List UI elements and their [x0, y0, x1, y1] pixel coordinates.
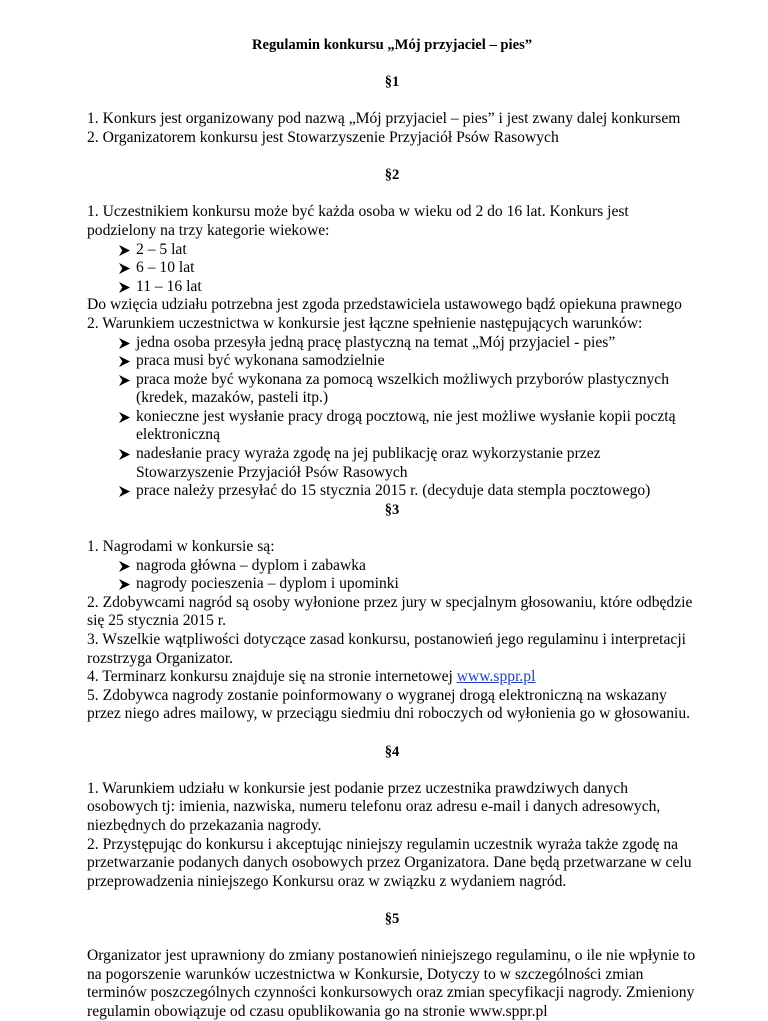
list-item: praca może być wykonana za pomocą wszelkich możliwych przyborów plastycznych (kredek, mazaków, pasteli itp.)	[119, 371, 697, 408]
list-item: nagrody pocieszenia – dyplom i upominki	[119, 575, 697, 594]
document-content	[87, 36, 697, 1021]
arrow-bullet-icon	[119, 356, 130, 367]
arrow-bullet-icon	[119, 412, 130, 423]
list-item: 11 – 16 lat	[119, 278, 697, 297]
arrow-bullet-icon	[119, 338, 130, 349]
s1-paragraph-2: 2. Organizatorem konkursu jest Stowarzyszenie Przyjaciół Psów Rasowych	[87, 128, 559, 146]
website-link[interactable]: www.sppr.pl	[456, 668, 536, 686]
arrow-bullet-icon	[119, 561, 130, 572]
arrow-bullet-icon	[119, 579, 130, 590]
s3-paragraph-3: 3. Wszelkie wątpliwości dotyczące zasad konkursu, postanowień jego regulaminu i interpretacji rozstrzyga Organizator.	[87, 631, 687, 667]
arrow-bullet-icon	[119, 486, 130, 497]
document-title: Regulamin konkursu „Mój przyjaciel – pies”	[251, 37, 533, 53]
s3-paragraph-5: 5. Zdobywca nagrody zostanie poinformowany o wygranej drogą elektroniczną na wskazany przez niego adres mailowy, w przeciągu siedmiu dni roboczych od wyłonienia go w głosowaniu.	[87, 686, 691, 723]
arrow-bullet-icon	[119, 282, 130, 293]
arrow-bullet-icon	[119, 375, 130, 386]
s3-paragraph-1: 1. Nagrodami w konkursie są:	[87, 538, 275, 556]
prizes-list	[87, 557, 697, 594]
age-category-list	[87, 241, 697, 297]
section-4-heading: §4	[384, 743, 400, 760]
list-item: jedna osoba przesyła jedną pracę plastyczną na temat „Mój przyjaciel - pies”	[119, 334, 697, 353]
section-1-heading: §1	[384, 74, 400, 91]
list-item: nadesłanie pracy wyraża zgodę na jej publikację oraz wykorzystanie przez Stowarzyszenie Przyjaciół Psów Rasowych	[119, 445, 697, 482]
list-item: praca musi być wykonana samodzielnie	[119, 352, 697, 371]
list-item: prace należy przesyłać do 15 stycznia 2015 r. (decyduje data stempla pocztowego)	[119, 482, 697, 501]
conditions-list	[87, 334, 697, 501]
s2-paragraph-1: 1. Uczestnikiem konkursu może być każda osoba w wieku od 2 do 16 lat. Konkurs jest podzielony na trzy kategorie wiekowe:	[87, 203, 629, 239]
s4-paragraph-2: 2. Przystępując do konkursu i akceptując niniejszy regulamin uczestnik wyraża także zgodę na przetwarzanie podanych danych osobowych przez Organizatora. Dane będą przetwarzane w celu przeprowadzenia niniejszego Konkursu oraz w związku z wydaniem nagród.	[87, 835, 692, 890]
list-item: nagroda główna – dyplom i zabawka	[119, 557, 697, 576]
s3-paragraph-2: 2. Zdobywcami nagród są osoby wyłonione przez jury w specjalnym głosowaniu, które odbędzie się 25 stycznia 2015 r.	[87, 593, 693, 630]
arrow-bullet-icon	[119, 263, 130, 274]
s2-paragraph-2: 2. Warunkiem uczestnictwa w konkursie jest łączne spełnienie następujących warunków:	[87, 314, 643, 332]
list-item: 6 – 10 lat	[119, 259, 697, 278]
s5-paragraph-1: Organizator jest uprawniony do zmiany postanowień niniejszego regulaminu, o ile nie wpłynie to na pogorszenie warunków uczestnictwa w Konkursie, Dotyczy to w szczególności zmian terminów poszczególnych czynności konkursowych oraz zmian specyfikacji nagrody. Zmieniony regulamin obowiązuje od czasu opublikowania go na stronie www.sppr.pl	[87, 947, 696, 1020]
list-item: konieczne jest wysłanie pracy drogą pocztową, nie jest możliwe wysłanie kopii pocztą elektroniczną	[119, 408, 697, 445]
s1-paragraph-1: 1. Konkurs jest organizowany pod nazwą „Mój przyjaciel – pies” i jest zwany dalej konkursem	[87, 110, 681, 128]
s4-paragraph-1: 1. Warunkiem udziału w konkursie jest podanie przez uczestnika prawdziwych danych osobowych tj: imienia, nazwiska, numeru telefonu oraz adresu e-mail i danych adresowych, niezbędnych do przekazania nagrody.	[87, 779, 661, 834]
s3-paragraph-4: 4. Terminarz konkursu znajduje się na stronie internetowej www.sppr.pl	[87, 668, 536, 686]
list-item: 2 – 5 lat	[119, 241, 697, 260]
arrow-bullet-icon	[119, 449, 130, 460]
section-2-heading: §2	[384, 167, 400, 184]
section-3-heading: §3	[384, 501, 400, 518]
section-5-heading: §5	[384, 910, 400, 927]
s2-consent: Do wzięcia udziału potrzebna jest zgoda przedstawiciela ustawowego bądź opiekuna prawnego	[87, 296, 682, 314]
arrow-bullet-icon	[119, 245, 130, 256]
